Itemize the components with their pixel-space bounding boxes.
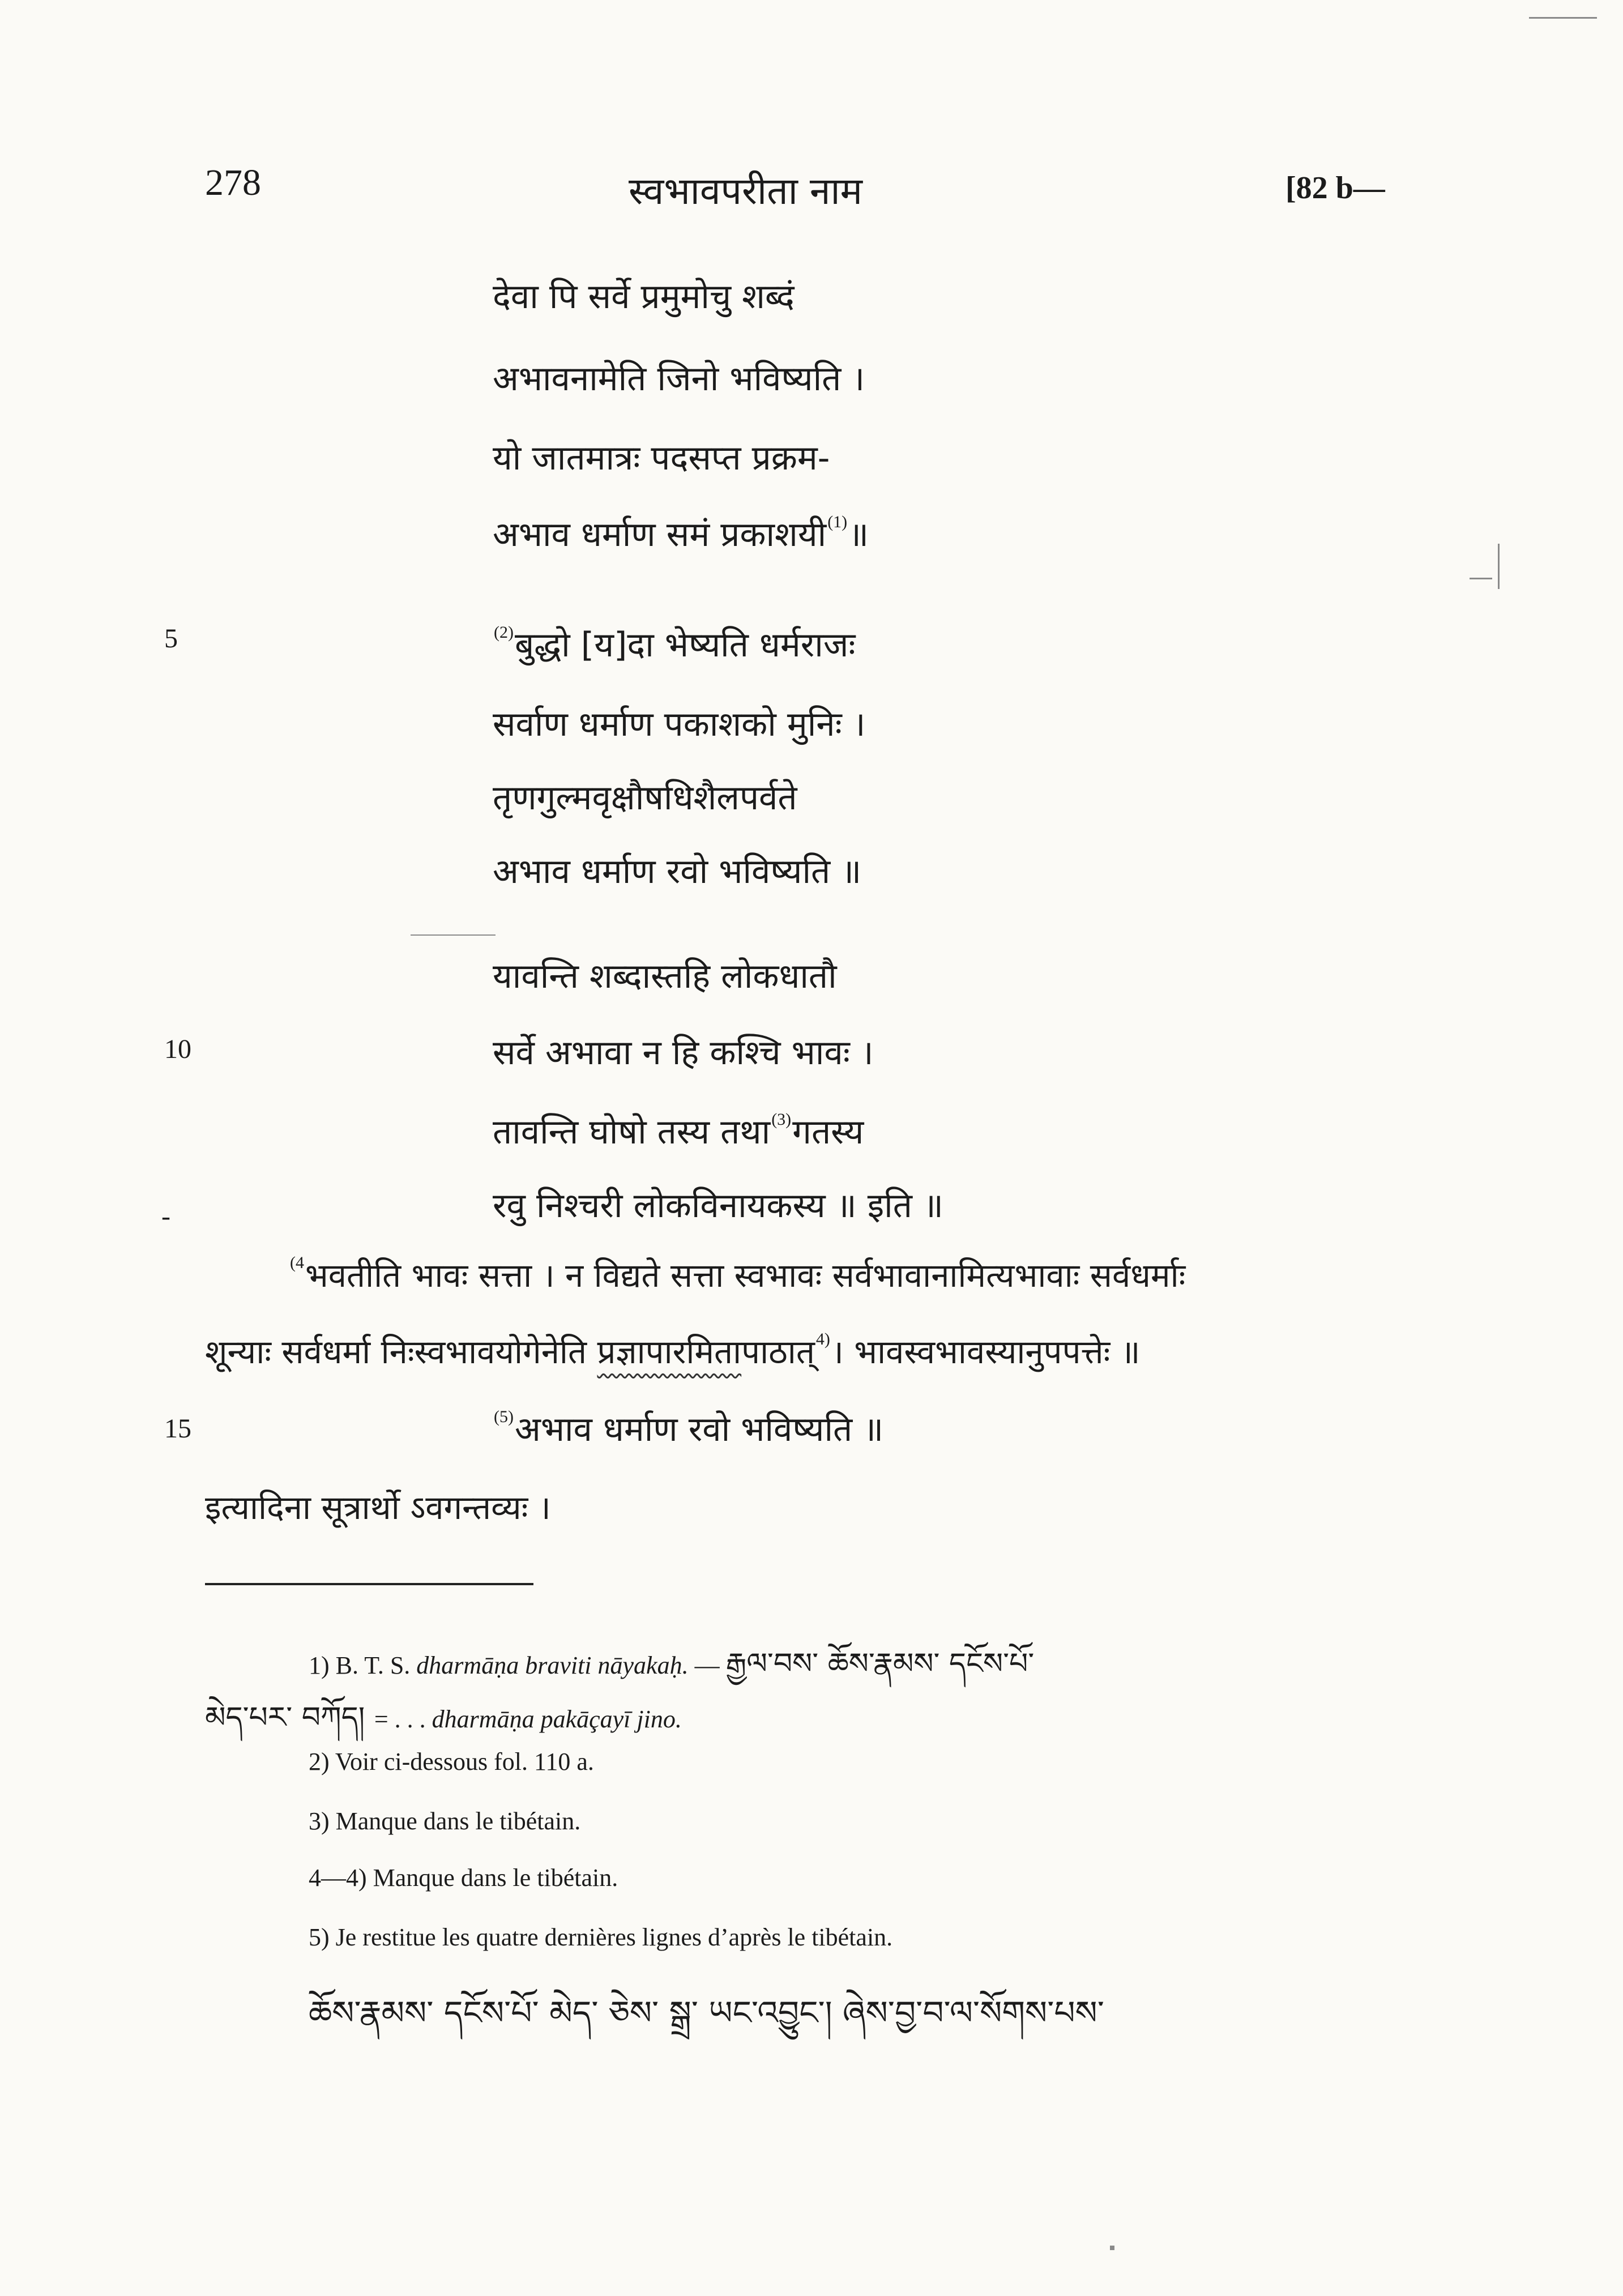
scan-artifact [411, 934, 496, 936]
verse-end: ॥ [848, 515, 869, 554]
running-title: स्वभावपरीता नाम [629, 169, 863, 213]
footnote-marker: (2) [494, 623, 514, 642]
verse-line-10: सर्वे अभावा न हि कश्चि भावः । [493, 1033, 874, 1073]
commentary-text: पाठात् [741, 1333, 815, 1371]
footnote-3: 3) Manque dans le tibétain. [309, 1807, 581, 1835]
footnote-italic: dharmāṇa braviti nāyakaḥ. [416, 1651, 689, 1679]
verse-line-5 [493, 620, 855, 667]
scan-artifact [1470, 578, 1492, 579]
verse-line-8: अभाव धर्माण रवो भविष्यति ॥ [493, 852, 862, 891]
wavy-underlined-term: प्रज्ञापारमिता [597, 1333, 742, 1371]
commentary-line-2 [205, 1328, 1140, 1373]
verse-line-1: देवा पि सर्वे प्रमुमोचु शब्दं [493, 277, 795, 317]
verse-line-3: यो जातमात्रः पदसप्त प्रक्रम- [493, 438, 830, 478]
verse-text: तावन्ति घोषो तस्य तथा [493, 1112, 771, 1152]
scan-artifact [1498, 544, 1500, 589]
footnote-italic: dharmāṇa pakāçayī jino. [432, 1705, 682, 1733]
footnote-dash: — [688, 1651, 726, 1679]
commentary-text: शून्याः सर्वधर्मा निःस्वभावयोगेनेति [205, 1333, 597, 1371]
footnote-5: 5) Je restitue les quatre dernières lignes d’après le tibétain. [309, 1923, 893, 1951]
footnote-tibetan: རྒྱལ་བས་ ཆོས་རྣམས་ དངོས་པོ་ [725, 1647, 1035, 1681]
line-number-5: 5 [164, 624, 178, 654]
footnote-marker: (1) [827, 513, 848, 531]
scan-artifact [1529, 17, 1597, 19]
verse-line-6: सर्वाण धर्माण पकाशको मुनिः । [493, 705, 866, 744]
verse-line-9: यावन्ति शब्दास्तहि लोकधातौ [493, 957, 837, 996]
footnote-5-tibetan: ཆོས་རྣམས་ དངོས་པོ་ མེད་ ཅེས་ སྒྲ་ ཡང་འབྱུང་། ཞེས་བྱ་བ་ལ་སོགས་པས་ [309, 1994, 1104, 2032]
verse-line-12: रवु निश्चरी लोकविनायकस्य ॥ इति ॥ [493, 1186, 943, 1226]
footnote-tibetan: མེད་པར་ བཀོད། [205, 1701, 374, 1735]
verse-line-4 [493, 510, 869, 556]
footnote-2: 2) Voir ci-dessous fol. 110 a. [309, 1748, 594, 1776]
verse-line-2: अभावनामेति जिनो भविष्यति । [493, 359, 865, 399]
margin-dash: - [161, 1201, 170, 1231]
commentary-text: । भावस्वभावस्यानुपपत्तेः ॥ [831, 1333, 1141, 1371]
footnote-separator-rule [205, 1583, 533, 1585]
verse-line-7: तृणगुल्मवृक्षौषधिशैलपर्वते [493, 778, 797, 818]
footnote-marker: 4) [815, 1330, 830, 1348]
line-number-15: 15 [164, 1414, 191, 1444]
folio-reference: [82 b— [1285, 170, 1385, 206]
footnote-marker: (4 [290, 1253, 304, 1272]
commentary-text: भवतीति भावः सत्ता । न विद्यते सत्ता स्वभावः सर्वभावानामित्यभावाः सर्वधर्माः [305, 1256, 1186, 1295]
footnote-label: 1) B. T. S. [309, 1651, 417, 1679]
verse-text: अभाव धर्माण रवो भविष्यति ॥ [514, 1410, 884, 1449]
scan-artifact [1110, 2246, 1114, 2250]
footnote-equals: = . . . [374, 1705, 432, 1733]
commentary-line-1 [289, 1252, 1185, 1296]
line-number-10: 10 [164, 1034, 191, 1064]
page-number: 278 [205, 162, 261, 203]
footnote-4: 4—4) Manque dans le tibétain. [309, 1864, 618, 1892]
verse-text: बुद्धो [य]दा भेष्यति धर्मराजः [514, 625, 856, 665]
verse-text-end: गतस्य [792, 1112, 864, 1152]
verse-line-11 [493, 1107, 864, 1154]
footnote-marker: (5) [494, 1407, 514, 1426]
verse-text: अभाव धर्माण समं प्रकाशयी [493, 515, 827, 554]
commentary-closing-line: इत्यादिना सूत्रार्थो ऽवगन्तव्यः । [205, 1488, 551, 1527]
footnote-marker: (3) [771, 1110, 792, 1129]
verse-line-15 [493, 1405, 883, 1451]
